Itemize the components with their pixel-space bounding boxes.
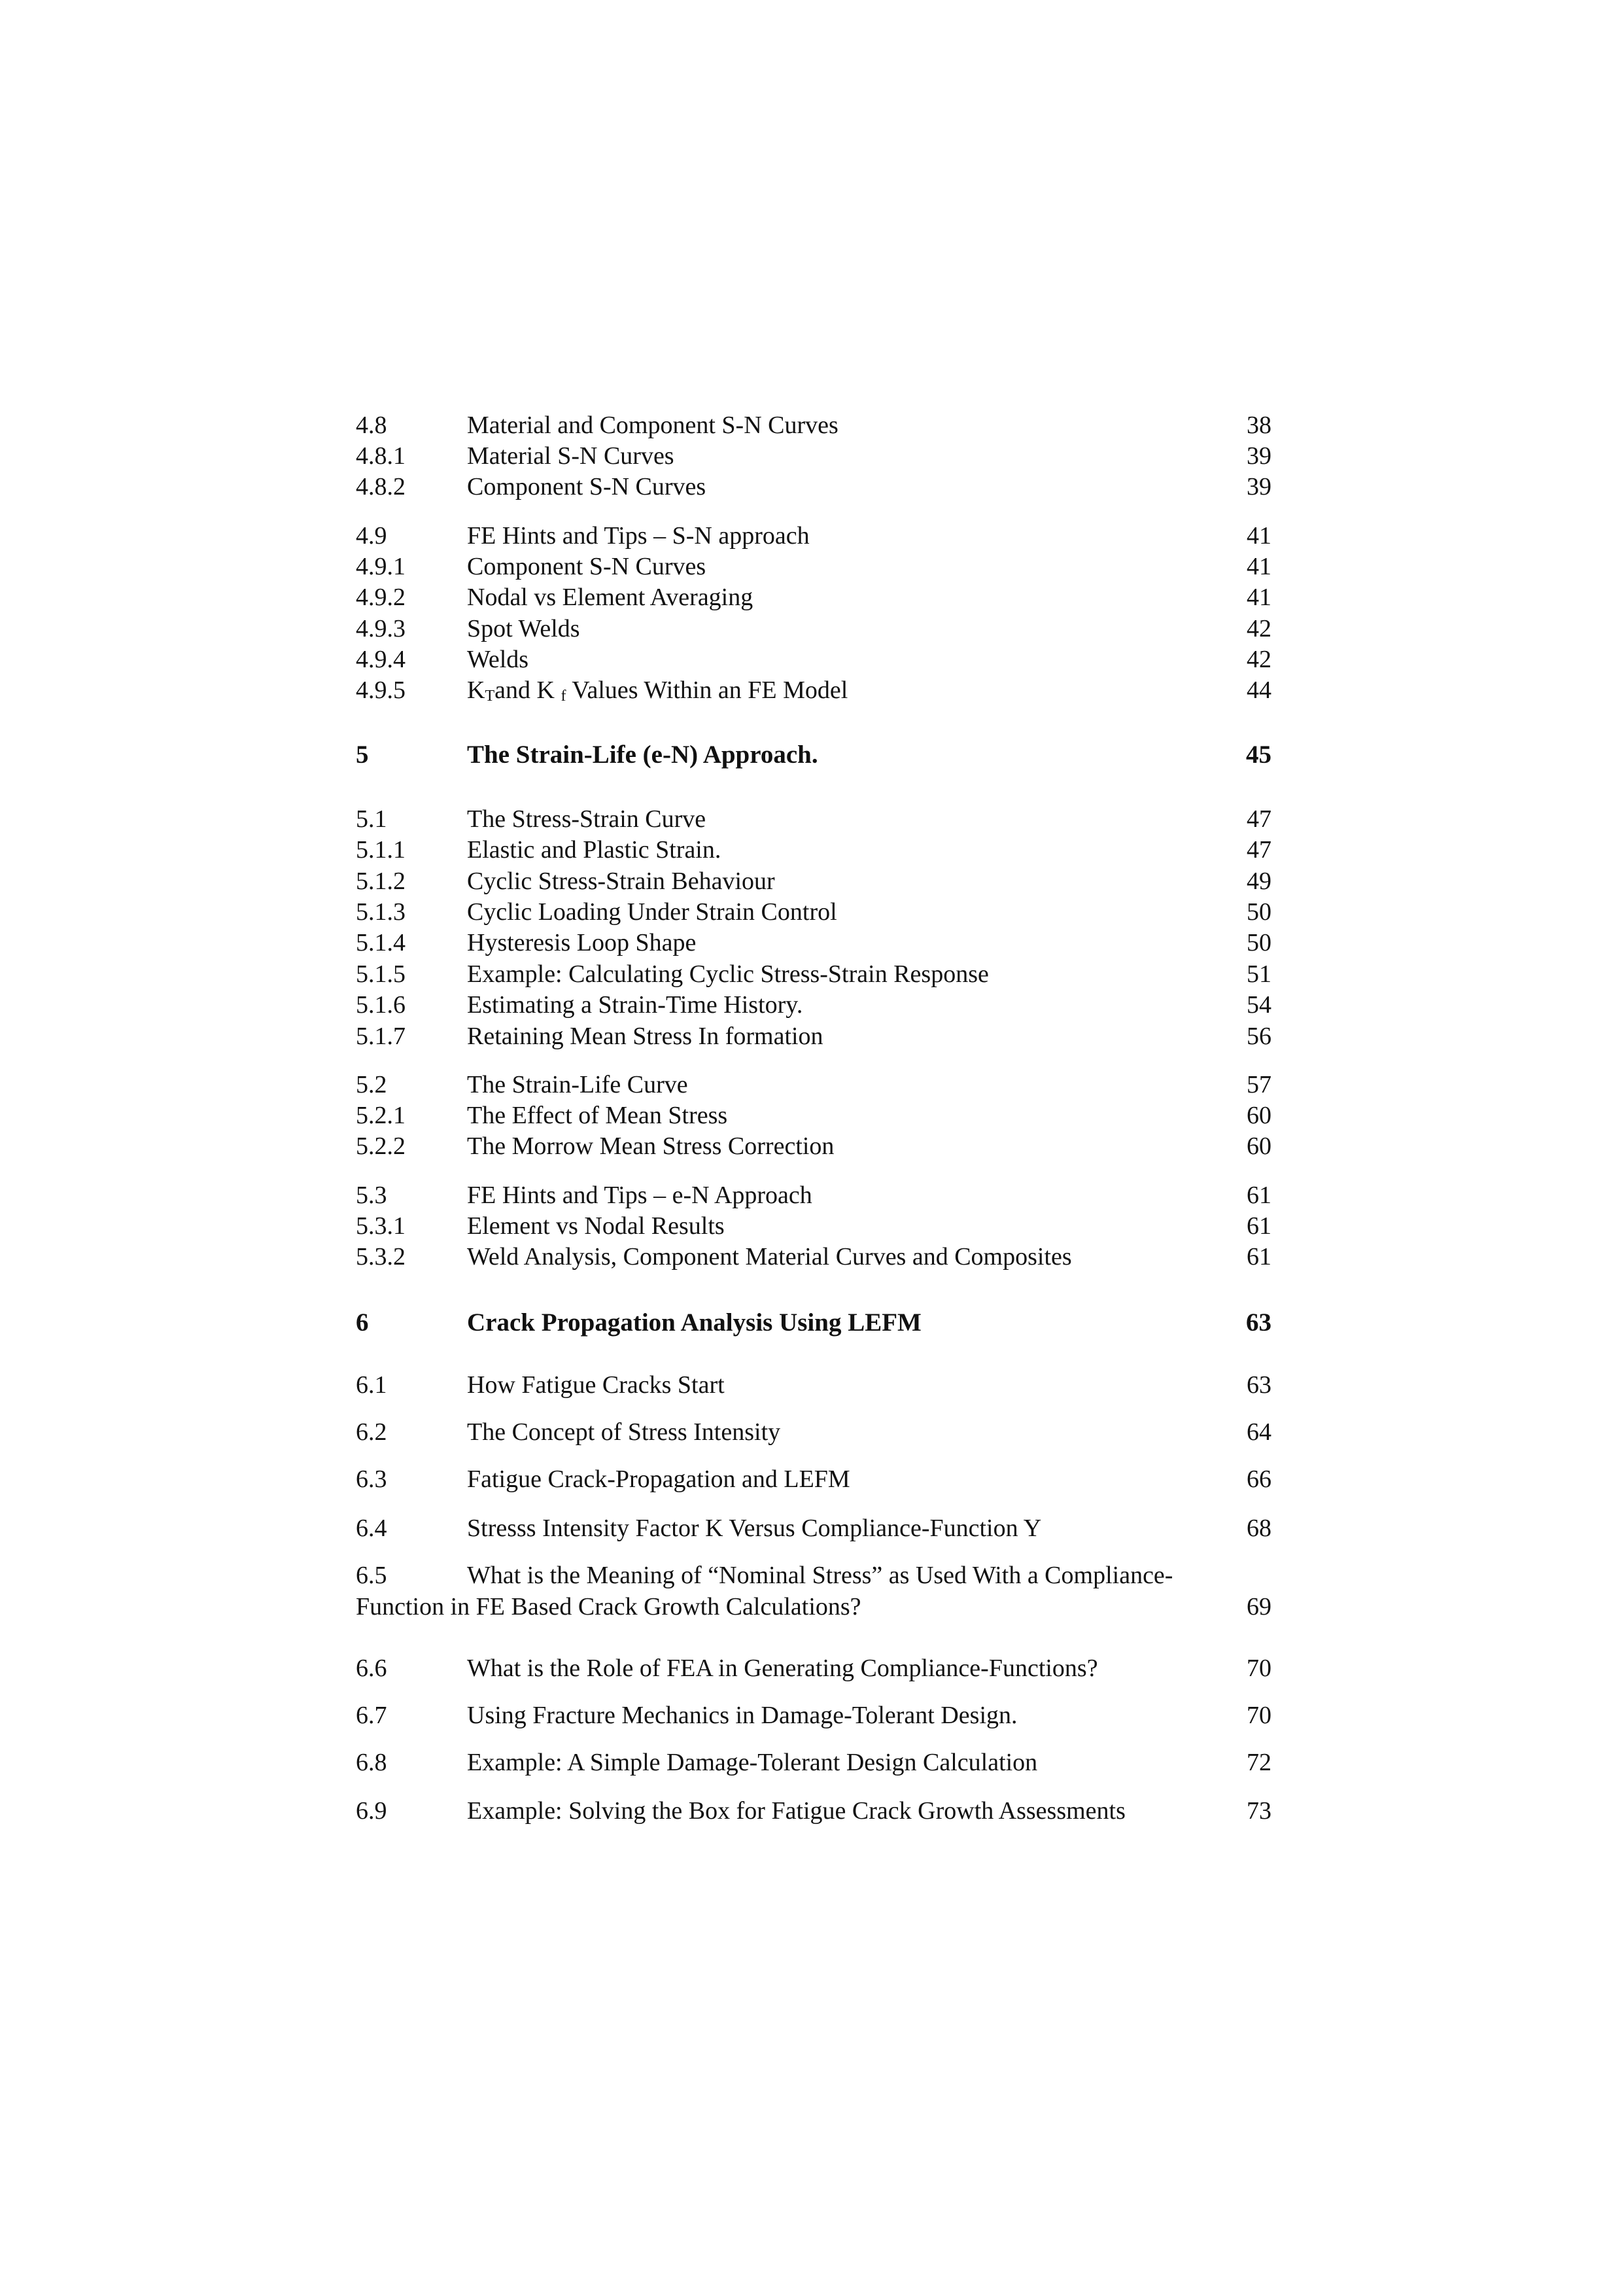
toc-chapter-6 [356, 1307, 1271, 1339]
section-title: Weld Analysis, Component Material Curves and Composites [467, 1243, 1072, 1270]
chapter-number: 6 [356, 1308, 369, 1337]
section-number: 6.9 [356, 1797, 387, 1825]
section-number: 5.1 [356, 805, 387, 833]
section-title: How Fatigue Cracks Start [467, 1371, 725, 1399]
page-number: 38 [1247, 412, 1271, 439]
page-number: 70 [1247, 1655, 1271, 1682]
section-title: Cyclic Stress-Strain Behaviour [467, 867, 775, 895]
toc-entry-4-8-1 [356, 440, 1271, 472]
toc-entry-6-8 [356, 1747, 1271, 1778]
section-number: 5.1.5 [356, 960, 406, 988]
section-title: What is the Role of FEA in Generating Compliance-Functions? [467, 1655, 1098, 1682]
section-number: 5.1.4 [356, 929, 406, 956]
section-title: What is the Meaning of “Nominal Stress” as Used With a Compliance- [467, 1562, 1173, 1589]
page-number: 70 [1247, 1702, 1271, 1729]
toc-entry-5-2 [356, 1069, 1271, 1100]
toc-entry-4-8 [356, 410, 1271, 441]
page-number: 68 [1247, 1515, 1271, 1542]
section-title: The Strain-Life Curve [467, 1071, 688, 1098]
page-number: 44 [1247, 676, 1271, 704]
page-number: 51 [1247, 960, 1271, 988]
toc-entry-6-5 [356, 1560, 1271, 1622]
section-number: 4.9.1 [356, 553, 406, 580]
page-number: 49 [1247, 867, 1271, 895]
page-number: 39 [1247, 473, 1271, 500]
page-number: 41 [1247, 522, 1271, 550]
toc-entry-5-1-1 [356, 834, 1271, 866]
section-number: 4.8 [356, 412, 387, 439]
section-number: 5.1.7 [356, 1023, 406, 1050]
section-number: 6.5 [356, 1562, 387, 1589]
section-title [467, 674, 848, 712]
toc-entry-5-1-7 [356, 1021, 1271, 1052]
toc-entry-6-3 [356, 1463, 1271, 1495]
page-number: 60 [1247, 1102, 1271, 1129]
k-subscript-f: f [561, 688, 566, 705]
k-symbol: K [467, 676, 485, 704]
page-number: 47 [1247, 836, 1271, 864]
page-number: 63 [1247, 1371, 1271, 1399]
toc-entry-6-1 [356, 1369, 1271, 1401]
toc-entry-6-6 [356, 1653, 1271, 1684]
section-number: 6.3 [356, 1465, 387, 1493]
section-number: 6.8 [356, 1749, 387, 1776]
section-title: Component S-N Curves [467, 553, 706, 580]
toc-entry-5-1-3 [356, 896, 1271, 928]
section-title: Hysteresis Loop Shape [467, 929, 697, 956]
section-number: 5.1.1 [356, 836, 406, 864]
section-number: 5.2 [356, 1071, 387, 1098]
section-number: 4.9.4 [356, 646, 406, 673]
section-number: 6.4 [356, 1515, 387, 1542]
toc-entry-5-3 [356, 1180, 1271, 1211]
toc-entry-5-1-4 [356, 927, 1271, 958]
section-title: Using Fracture Mechanics in Damage-Tolerant Design. [467, 1702, 1018, 1729]
section-number: 4.8.1 [356, 442, 406, 470]
toc-entry-6-7 [356, 1700, 1271, 1731]
k-subscript-t: T [485, 688, 495, 705]
section-title: Example: A Simple Damage-Tolerant Design Calculation [467, 1749, 1038, 1776]
section-title: Example: Solving the Box for Fatigue Crack Growth Assessments [467, 1797, 1126, 1825]
section-number: 4.9.2 [356, 584, 406, 611]
section-title: Material and Component S-N Curves [467, 412, 838, 439]
section-title: Estimating a Strain-Time History. [467, 991, 803, 1019]
section-number: 6.6 [356, 1655, 387, 1682]
section-title: Welds [467, 646, 529, 673]
toc-entry-4-9 [356, 520, 1271, 552]
section-number: 4.9.3 [356, 615, 406, 642]
page-number: 56 [1247, 1023, 1271, 1050]
section-title: Component S-N Curves [467, 473, 706, 500]
section-title: FE Hints and Tips – S-N approach [467, 522, 810, 550]
page-number: 50 [1247, 929, 1271, 956]
section-title: The Stress-Strain Curve [467, 805, 706, 833]
toc-entry-6-2 [356, 1416, 1271, 1448]
page-number: 69 [1247, 1593, 1271, 1621]
page-number: 60 [1247, 1132, 1271, 1160]
section-number: 5.3 [356, 1182, 387, 1209]
page-number: 39 [1247, 442, 1271, 470]
section-title-continued: Function in FE Based Crack Growth Calculations? [356, 1593, 861, 1621]
page-number: 54 [1247, 991, 1271, 1019]
page-number: 63 [1246, 1308, 1271, 1337]
section-title: Cyclic Loading Under Strain Control [467, 898, 837, 926]
section-title: Example: Calculating Cyclic Stress-Strain Response [467, 960, 989, 988]
page-number: 42 [1247, 615, 1271, 642]
toc-entry-6-4 [356, 1513, 1271, 1544]
section-number: 5.2.2 [356, 1132, 406, 1160]
page-number: 64 [1247, 1418, 1271, 1446]
section-number: 5.2.1 [356, 1102, 406, 1129]
k-and: and K [494, 676, 555, 704]
page-number: 61 [1247, 1212, 1271, 1240]
page-number: 66 [1247, 1465, 1271, 1493]
section-title: Element vs Nodal Results [467, 1212, 725, 1240]
section-title: Spot Welds [467, 615, 580, 642]
section-number: 5.1.2 [356, 867, 406, 895]
section-title: Fatigue Crack-Propagation and LEFM [467, 1465, 850, 1493]
section-number: 5.3.2 [356, 1243, 406, 1270]
section-title: The Concept of Stress Intensity [467, 1418, 781, 1446]
page-number: 73 [1247, 1797, 1271, 1825]
section-title: Elastic and Plastic Strain. [467, 836, 721, 864]
section-title: The Morrow Mean Stress Correction [467, 1132, 835, 1160]
chapter-number: 5 [356, 741, 369, 769]
toc-entry-6-9 [356, 1795, 1271, 1827]
toc-entry-5-2-2 [356, 1130, 1271, 1162]
chapter-title: The Strain-Life (e-N) Approach. [467, 741, 818, 769]
page-number: 42 [1247, 646, 1271, 673]
section-number: 6.1 [356, 1371, 387, 1399]
toc-entry-4-9-3 [356, 613, 1271, 644]
section-title: The Effect of Mean Stress [467, 1102, 728, 1129]
section-number: 5.1.6 [356, 991, 406, 1019]
page-number: 61 [1247, 1182, 1271, 1209]
toc-entry-5-3-1 [356, 1210, 1271, 1242]
section-number: 5.3.1 [356, 1212, 406, 1240]
toc-chapter-5 [356, 739, 1271, 771]
page-number: 50 [1247, 898, 1271, 926]
toc-entry-4-9-4 [356, 644, 1271, 675]
toc-entry-5-2-1 [356, 1100, 1271, 1131]
section-title: Material S-N Curves [467, 442, 674, 470]
section-title: FE Hints and Tips – e-N Approach [467, 1182, 812, 1209]
page-number: 61 [1247, 1243, 1271, 1270]
page-number: 57 [1247, 1071, 1271, 1098]
toc-entry-5-1 [356, 803, 1271, 835]
toc-entry-4-9-2 [356, 582, 1271, 613]
page-number: 45 [1246, 741, 1271, 769]
toc-entry-5-1-2 [356, 866, 1271, 897]
page-number: 72 [1247, 1749, 1271, 1776]
section-title: Stresss Intensity Factor K Versus Compliance-Function Y [467, 1515, 1042, 1542]
toc-entry-5-3-2 [356, 1241, 1271, 1272]
section-number: 4.9 [356, 522, 387, 550]
toc-entry-5-1-6 [356, 989, 1271, 1021]
section-number: 5.1.3 [356, 898, 406, 926]
page-number: 41 [1247, 553, 1271, 580]
title-rest: Values Within an FE Model [566, 676, 848, 704]
toc-entry-5-1-5 [356, 958, 1271, 990]
section-number: 6.7 [356, 1702, 387, 1729]
toc-entry-4-9-5 [356, 674, 1271, 706]
chapter-title: Crack Propagation Analysis Using LEFM [467, 1308, 922, 1337]
section-number: 4.8.2 [356, 473, 406, 500]
toc-entry-4-9-1 [356, 551, 1271, 582]
section-number: 4.9.5 [356, 676, 406, 704]
page-number: 41 [1247, 584, 1271, 611]
section-title: Retaining Mean Stress In formation [467, 1023, 823, 1050]
page-number: 47 [1247, 805, 1271, 833]
section-title: Nodal vs Element Averaging [467, 584, 753, 611]
section-number: 6.2 [356, 1418, 387, 1446]
toc-entry-4-8-2 [356, 471, 1271, 502]
